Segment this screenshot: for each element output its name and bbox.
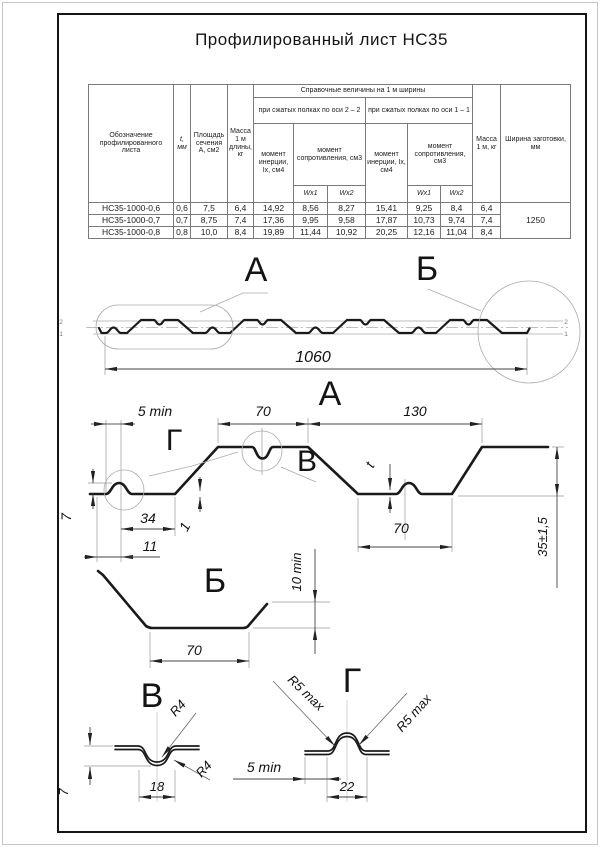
header-wx1b: Wx1 [408, 186, 441, 203]
cell-blank-width: 1250 [501, 203, 571, 239]
detail-b-leader [428, 289, 481, 311]
cell: 8,27 [328, 203, 366, 215]
detail-b-label: Б [415, 250, 439, 288]
dim-7: 7 [56, 788, 71, 796]
cell: 6,4 [473, 203, 501, 215]
cell: 10,0 [191, 227, 228, 239]
dim-t: t [361, 459, 378, 471]
cell: НС35-1000-0,7 [89, 215, 174, 227]
dim-11: 11 [142, 538, 158, 554]
header-reference: Справочные величины на 1 м ширины [254, 85, 473, 98]
dim-r4-top: R4 [166, 696, 189, 720]
cell: 15,41 [366, 203, 408, 215]
extension-lines [150, 602, 330, 668]
sheet-title: Профилированный лист НС35 [195, 30, 448, 49]
dim-5min: 5 min [137, 403, 173, 419]
header-axis22: при сжатых полках по оси 2 – 2 [254, 98, 366, 124]
section-b-outline [98, 571, 267, 628]
cell: 8,4 [441, 203, 473, 215]
cell: 17,87 [366, 215, 408, 227]
header-resist11: момент сопротивления, см3 [408, 124, 473, 186]
cell: 10,73 [408, 215, 441, 227]
header-area: Площадь сечения А, см2 [191, 85, 228, 203]
header-inertia22: момент инерции, Ix, см4 [254, 124, 294, 203]
axis-2-label-left: 2 [59, 319, 63, 326]
header-mass-length: Масса 1 м длины, кг [228, 85, 254, 203]
detail-a-label: А [244, 251, 268, 289]
cell: 9,74 [441, 215, 473, 227]
dim-bottom-70: 70 [393, 520, 409, 536]
cell: 7,5 [191, 203, 228, 215]
dimension-lines [84, 424, 557, 588]
dim-130: 130 [403, 403, 427, 419]
dim-7: 7 [58, 513, 74, 521]
dim-10min: 10 min [289, 552, 304, 592]
cell: 6,4 [228, 203, 254, 215]
cell: 14,92 [254, 203, 294, 215]
cell: 0,7 [174, 215, 191, 227]
cell: 9,58 [328, 215, 366, 227]
section-a [58, 403, 564, 588]
header-designation: Обозначение профилированного листа [89, 85, 174, 203]
section-a-title: А [318, 375, 342, 413]
overview-profile [59, 250, 580, 413]
cell: 11,44 [294, 227, 328, 239]
dim-height-35: 35±1,5 [535, 517, 550, 557]
extension-lines [305, 757, 367, 802]
cell: 9,95 [294, 215, 328, 227]
cell: 0,6 [174, 203, 191, 215]
header-mass-width: Масса 1 м, кг [473, 85, 501, 203]
section-a-outline [90, 447, 548, 494]
detail-v [56, 677, 215, 802]
cell: 8,4 [228, 227, 254, 239]
detail-g [233, 662, 435, 802]
header-axis11: при сжатых полках по оси 1 – 1 [366, 98, 473, 124]
detail-g-title: Г [342, 662, 362, 700]
r4-top-leader [162, 713, 196, 757]
header-wx1a: Wx1 [294, 186, 328, 203]
dim-top-70: 70 [255, 403, 271, 419]
dim-r5-left: R5 max [284, 671, 328, 714]
axis-1-label-right: 1 [564, 331, 568, 338]
cell: НС35-1000-0,8 [89, 227, 174, 239]
dim-70: 70 [186, 642, 202, 658]
header-inertia11: момент инерции, Ix, см4 [366, 124, 408, 203]
dim-22: 22 [339, 779, 355, 794]
cell: НС35-1000-0,6 [89, 203, 174, 215]
detail-v-title: В [140, 677, 164, 715]
cell: 17,36 [254, 215, 294, 227]
detail-a-leader [200, 293, 268, 312]
dim-5min: 5 min [246, 759, 282, 775]
cell: 0,8 [174, 227, 191, 239]
dim-1060: 1060 [295, 349, 331, 366]
cell: 7,4 [228, 215, 254, 227]
header-wx2a: Wx2 [328, 186, 366, 203]
cell: 19,89 [254, 227, 294, 239]
header-wx2b: Wx2 [441, 186, 473, 203]
profile-outline [99, 320, 530, 333]
dim-r5-right: R5 max [393, 691, 435, 735]
section-b [98, 549, 330, 668]
header-thickness: t, мм [174, 85, 191, 203]
header-blank-width: Ширина заготовки, мм [501, 85, 571, 203]
extension-lines [88, 418, 564, 562]
detail-g-label: Г [165, 424, 183, 457]
cell: 7,4 [473, 215, 501, 227]
cell: 8,4 [473, 227, 501, 239]
axis-2-label-right: 2 [564, 319, 568, 326]
header-resist22: момент сопротивления, см3 [294, 124, 366, 186]
cell: 9,25 [408, 203, 441, 215]
cell: 20,25 [366, 227, 408, 239]
section-b-title: Б [203, 562, 227, 600]
dim-18: 18 [149, 779, 165, 794]
detail-v-label: В [296, 445, 318, 478]
dim-1: 1 [175, 519, 194, 534]
cell: 8,56 [294, 203, 328, 215]
cell: 11,04 [441, 227, 473, 239]
cell: 12,16 [408, 227, 441, 239]
axis-1-label-left: 1 [59, 331, 63, 338]
dim-r4-bottom: R4 [192, 757, 215, 781]
cell: 8,75 [191, 215, 228, 227]
dim-34: 34 [140, 510, 156, 526]
cell: 10,92 [328, 227, 366, 239]
dim-1060-group [105, 336, 527, 375]
